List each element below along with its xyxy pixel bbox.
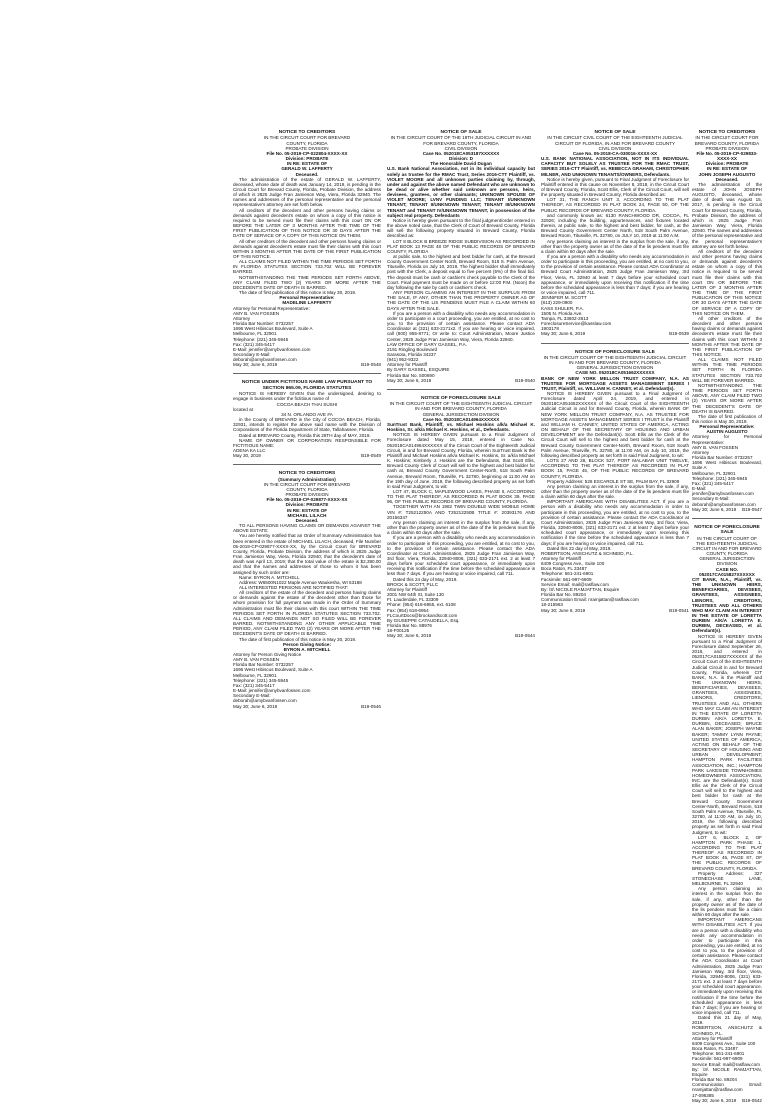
body-paragraph: ANY PERSON CLAIMING AN INTEREST IN THE SURPLUS FROM THE SALE, IF ANY, OTHER THAN THE PROPERTY OWNER AS OF THE DATE OF THE LIS PENDENS MUST FILE A CLAIM WITHIN 60 DAYS AFTER THE SALE. [387, 290, 535, 311]
body-paragraph: in the County of BREVARD in the City of COCOA BEACH, Florida, 32931, intends to register the above said name with the Division of Corporations of the Florida Department of State, Tallahassee, Florida. [233, 417, 381, 433]
court-line: GENERAL JURISDICTION DIVISION [576, 365, 654, 371]
contact-line: (813) 229-0900 [541, 300, 573, 306]
court-line: PROBATE DIVISION [285, 145, 329, 151]
contact-line: 1696 West Hibiscus Boulevard, Suite A [233, 667, 313, 673]
body-paragraph: NOTICE IS HEREBY GIVEN pursuant to a Final Judgment of Foreclosure dated May 15, 2019, entered in Case No. 052018CA014964XXXXXX of the Circuit Court of the Eighteenth Judicial Circuit, in and for Brevard County, Florida, wherein SunTrust Bank is the Plaintiff and Michael Hoskins a/k/a Michael K. Hoskins, Sr. a/k/a Michael K. Hoskins; Kimberly J. Hoskins are the Defendants, that Scott Ellis, Brevard County Clerk of Court will sell to the highest and best bidder for cash at, Brevard County Government Center-North, 518 South Palm Avenue, Brevard Room, Titusville, FL 32780, beginning at 11:00 AM on the 19th day of June, 2019, the following described property as set forth in said Final Judgment, to wit: [387, 432, 535, 489]
contact-line: By GIUSEPPE CATAUDELLA, Esq. [387, 617, 460, 623]
contact-line: Attorney for Personal Representative: [692, 434, 762, 445]
column-4 [692, 130, 762, 1103]
notice-footer [387, 378, 535, 383]
body-paragraph: Notice is hereby given, pursuant to Final Judgment of Foreclosure for Plaintiff entered in this cause on November 8, 2018, in the Circuit Court of Brevard County, Florida, Scott Ellis, Clerk of the Circuit Court, will sell the property situated in Brevard County, Florida described as: [541, 176, 689, 198]
body-paragraph: NOTWITHSTANDING THE TIME PERIODS SET FORTH ABOVE, ANY CLAIM FILED TWO (2) YEARS OR MORE AFTER THE DECEDENT'S DATE OF DEATH IS BARRED. [233, 274, 381, 290]
contact-line: Phone: (954) 618-6955, ext. 6108 [387, 602, 456, 608]
contact-line: Florida Bar No. 88976 [387, 623, 432, 629]
court-line: IN THE CIRCUIT COURT FOR BREVARD [263, 135, 351, 141]
body-paragraph: If you are a person with a disability who needs any accommodation in order to participate in a court proceeding, you are entitled, at no cost to you, to the provision of certain assistance. Please contact ADA Coordinator at (321) 633-2171x2. If you are hearing or voice impaired, call (800) 955-8771; Or write to: Court Administration, Moore Justice Center, 2825 Judge Fran Jamieson Way, Viera, Florida 32940. [387, 310, 535, 342]
body-paragraph: IMPORTANT AMERICANS WITH DISABILITIES ACT. If you are a person with a disability who needs any accommodation in order to participate in this proceeding, you are entitled, at no cost to you, to the provision of certain assistance. Please contact the ADA Coordinator at Court Administration, 2825 Judge Fran Jamieson Way, 3rd floor, Viera, Florida, 32940-8006, (321) 633-2171 ext. 2 at least 7 days before your scheduled court appearance, or immediately upon receiving this notification if the time before the scheduled appearance is less than 7 days; if you are hearing or voice impaired, call 711. [692, 917, 762, 1015]
estate-line: IN RE: ESTATE OF [286, 507, 328, 513]
contact-line: 6409 Congress Ave., Suite 100 [692, 1040, 756, 1046]
case-number: CASE NO. 052017CA015827XXXXXX [699, 566, 755, 577]
notice-title: NOTICE OF SALE [594, 130, 636, 135]
contact-line: JENNIFER M. SCOTT [541, 295, 587, 301]
publication-dates: May 30; June 6, 2019 [541, 607, 586, 613]
contact-line: Service Email: mail@rasflaw.com [692, 1061, 760, 1067]
notice-of-sale-graham [541, 130, 689, 337]
notice-footer [233, 362, 381, 367]
contact-line: Telephone: (321) 345-5945 [233, 336, 289, 342]
contact-line: Florida Bar Number: 0732257 [233, 662, 294, 668]
notice-code: B19-0541 [669, 607, 689, 613]
rep-heading: Personal Representative: [699, 424, 755, 430]
notice-title: NOTICE UNDER FICTITIOUS NAME LAW PURSUANT TO SECTION 865.09, FLORIDA STATUTES [241, 380, 373, 391]
body-paragraph: All creditors of the decedent and other persons having claims or demands against decedent's estate on whom a copy of this notice is required to be served must file their claims with this court ON OR BEFORE THE LATER OF 3 MONTHS AFTER THE TIME OF THE FIRST PUBLICATION OF THIS NOTICE OR 30 DAYS AFTER THE DATE OF SERVICE OF A COPY OF THIS NOTICE ON THEM. [692, 248, 762, 316]
contact-line: ROBERTSON, ANSCHUTZ & SCHNEID, P.L. [541, 550, 634, 556]
notice-code: B19-0546 [361, 703, 381, 709]
body-paragraph: at public sale, to the highest and best bidder for cash, at the Brevard County Government Center North, Brevard Room, 518 S. Palm Avenue, Titusville, Florida on July 10, 2019. The highest bidder shall immediately post with the Clerk, a deposit equal to five percent (5%) of the final bid. The deposit must be cash or cashier's check payable to the Clerk of the Court. Final payment must be made on or before 12:00 P.M. (Noon) the day following the sale by cash or cashier's check. [387, 254, 535, 290]
contact-line: 2191 Ringling Boulevard [387, 346, 438, 352]
estate-line: IN RE: ESTATE OF [706, 166, 748, 172]
body-paragraph: Property Address: 327 STONECHASE LANE, MELBOURNE, FL 32940 [692, 870, 762, 887]
notice-footer [541, 331, 689, 336]
contact-line: Melbourne, FL 32901 [692, 470, 736, 476]
notice-footer [541, 608, 689, 613]
contact-line: FLCourtDocs@brockandscott.com [387, 612, 458, 618]
contact-line: Telephone: (321) 345-5945 [692, 475, 748, 481]
court-line: IN THE CIRCUIT COURT FOR BREVARD [263, 481, 351, 487]
body-paragraph: ALL INTERESTED PERSONS ARE NOTIFIED THAT: [239, 584, 348, 590]
body-paragraph: LOT 6, BLOCK 2, OF HAMPTON PARK PHASE 1, ACCORDING TO THE PLAT THEREOF AS RECORDED IN PLAT BOOK 45, PAGE 87, OF THE PUBLIC RECORDS OF BREVARD COUNTY, FLORIDA. [692, 834, 762, 871]
body-paragraph: Any person claiming an interest in the surplus from the sale, if any, other than the property owner as of the date of the lis pendens must file a claim within 60 days after the sale. [387, 519, 535, 536]
division: Division: PROBATE [285, 156, 329, 162]
contact-line: 18-215963 [541, 602, 563, 608]
notice-title: NOTICE OF FORECLOSURE SALE [421, 395, 501, 401]
publication-dates: May 30; June 6, 2019 [387, 633, 432, 639]
body-paragraph: Dated this 22 day of May, 2019. [547, 545, 612, 551]
notice-title: NOTICE TO CREDITORS [278, 471, 336, 477]
court-line: PROBATE DIVISION [285, 492, 329, 498]
contact-line: ForeclosureService@kasslaw.com [541, 321, 612, 327]
rep-name: MADELINE LAFFERTY [282, 300, 332, 306]
body-paragraph: The administration of the estate of JOHN JOSEPH AUGUSTO, deceased, whose date of death was August 15, 2017, is pending in the Circuit Court for Brevard County, Florida, Probate Division, the address of which is 2825 Judge Fran Jamieson Way, Viera, Florida 32940. The names and addresses of the personal representative and the personal representative's attorney are set forth below. [692, 181, 762, 249]
contact-line: E-Mail: jennifer@amybvanfossen.com [692, 486, 754, 497]
contact-line: Facsimile: 561-997-6909 [692, 1056, 743, 1062]
notice-title: NOTICE TO CREDITORS [698, 130, 756, 135]
body-paragraph: The administration of the estate of GERALD W. LAFFERTY, deceased, whose date of death was January 14, 2019, is pending in the Circuit Court for Brevard County, Florida, Probate Division, the address of which is 2825 Judge Fran Jamieson Way, Viera, Florida 32940. The names and addresses of the personal representative and the personal representative's attorney are set forth below. [233, 176, 381, 208]
contact-line: By: \S\ NICOLE RAMJATTAN, Esquire [692, 1066, 762, 1077]
contact-line: Secondary E-Mail: [233, 693, 271, 699]
body-paragraph: All other creditors of the decedent and other persons having claims or demands against decedent's estate must file their claims with this court WITHIN 3 MONTHS AFTER THE DATE OF THE FIRST PUBLICATION OF THIS NOTICE. [233, 238, 381, 259]
body-paragraph: All other creditors of the decedent and other persons having claims or demands against decedent's estate must file their claims with this court WITHIN 3 MONTHS AFTER THE DATE OF THE FIRST PUBLICATION OF THIS NOTICE. [692, 315, 762, 357]
body-paragraph: Any persons claiming an interest in the surplus from the sale, if any, other than the property owner as of the date of the lis pendens must file a claim within 60 days after the sale. [541, 238, 689, 254]
notice-footer [692, 1098, 762, 1103]
contact-line: Fax: (321) 345-5417 [233, 341, 275, 347]
notice-footer [233, 453, 381, 458]
court-line: IN THE CIRCUIT COURT OF THE 18TH JUDICIAL CIRCUIT IN AND FOR BREVARD COUNTY, FLORIDA [390, 135, 532, 146]
estate-name: GERALD W. LAFFERTY [281, 166, 333, 172]
contact-line: Attorney for Plaintiff [692, 1035, 733, 1041]
contact-line: E-Mail: jennifer@amybvanfossen.com [233, 346, 311, 352]
body-paragraph: Any person claiming an interest in the surplus from the sale, if any, other than the property owner as of the date of the lis pendens must file a claim within 60 days after the sale. [541, 483, 689, 500]
body-paragraph: NAME OF OWNER OR CORPORATION RESPONSIBLE FOR FICTITIOUS NAME: [233, 437, 381, 448]
contact-line: Melbourne, FL 32901 [233, 672, 277, 678]
notice-foreclosure-canney [541, 350, 689, 613]
estate-line: Deceased. [295, 171, 319, 177]
notice-of-sale-moore [387, 130, 535, 383]
estate-line: IN RE: ESTATE OF [286, 161, 328, 167]
contact-line: Sarasota, Florida 34237 [387, 351, 437, 357]
contact-line: Attorney for Personal Representative: [233, 305, 310, 311]
contact-line: Telephone: 561-241-6901 [692, 1051, 745, 1057]
court-line: GENERAL JURISDICTION DIVISION [699, 556, 755, 567]
contact-line: Secondary E-Mail: [233, 351, 271, 357]
rep-heading: Personal Representative: [279, 295, 335, 301]
notice-to-creditors-lilach [233, 471, 381, 708]
contact-line: By GARY GASSEL, ESQUIRE [387, 367, 450, 373]
division: Division: D [449, 156, 473, 162]
notice-title: NOTICE TO CREDITORS [278, 130, 336, 135]
contact-line: 2001 NW 64th St, Suite 130 [387, 592, 444, 598]
contact-line: BROCK & SCOTT, PLLC [387, 581, 439, 587]
court-line: PROBATE DIVISION [705, 145, 749, 151]
contact-line: Service Email: mail@rasflaw.com [541, 581, 609, 587]
body-paragraph: Notice is hereby given pursuant to the final judgment/order entered in the above noted case, that the Clerk of Court of Brevard County, Florida will sell the following property situated in Brevard County, Florida described as: [387, 217, 535, 239]
court-line: IN THE CIRCUIT COURT OF THE EIGHTEENTH JUDICIAL CIRCUIT IN AND FOR BREVARD COUNTY, FLORIDA [389, 401, 533, 412]
estate-name: MICHAEL LILACH [287, 512, 327, 518]
case-number: Case No. 052018CA053187XXXXXX [422, 150, 500, 156]
publication-dates: May 30; June 6, 2019 [387, 377, 432, 383]
notice-foreclosure-hoskins [387, 396, 535, 639]
contact-line: Florida Bar No. 500690 [387, 372, 435, 378]
body-paragraph: and commonly known as: 6130 RANCHWOOD DR, COCOA, FL 32926; including the building, appurtenances, and fixtures located therein, at public sale, to the highest and best bidder, for cash, at the Brevard County Government Center North, 518 South Palm Avenue, Brevard Room, Titusville, FL 32780, on JULY 10, 2019 at 11:00 A.M. [541, 212, 689, 239]
column-1 [233, 130, 381, 1020]
notice-title: NOTICE OF FORECLOSURE SALE [575, 349, 655, 355]
body-paragraph: NOTICE IS HEREBY GIVEN that the undersigned, desiring to engage in business under the fictitious name of [233, 391, 381, 402]
body-paragraph: You are hereby notified that an Order of Summary Administration has been entered in the estate of MICHAEL LILACH, deceased, File Number 05-2019-CP-029877-XXXX-XX, by the Circuit Court for BREVARD County, Florida, Probate Division, the address of which is 2825 Judge Fran Jamieson Way, Viera, Florida 32940; that the decedent's date of death was April 13, 2019; that the total value of the estate is $2,390.00 and that the names and addresses of those to whom it has been assigned by such order are: [233, 533, 381, 575]
contact-line: deborah@amybvanfossen.com [692, 501, 756, 507]
contact-line: Florida Bar Number: 0732257 [233, 321, 294, 327]
contact-line: LAW OFFICE OF GARY GASSEL, P.A. [387, 341, 467, 347]
body-paragraph: The date of first publication of this notice is May 30, 2019. [239, 636, 357, 642]
contact-line: AMY B. VAN FOSSEN [233, 310, 280, 316]
contact-line: Tampa, FL 33602-2613 [541, 315, 589, 321]
parties: CIT BANK, N.A., Plaintiff, vs. THE UNKNOWN HEIRS, BENEFICIARIES, DEVISEES, GRANTEES, ASSIGNEES, LIENORS, CREDITORS, TRUSTEES AND ALL OTHERS WHO MAY CLAIM AN INTEREST IN THE ESTATE OF LORETTA DURBIN A/K/A LORETTA E. DURBIN, DECEASED, et al. Defendant(s). [692, 576, 762, 634]
notice-code: B19-0542 [742, 1097, 762, 1103]
business-name: COCOA BEACH THAI SUSHI [276, 401, 338, 407]
notice-to-creditors-augusto [692, 130, 762, 512]
owner-name: ADENA KA LLC [233, 447, 266, 453]
file-number: File No. 05-2019-CP-022804-XXXX-XX [266, 150, 348, 156]
contact-line: 18-F00125 [387, 628, 410, 634]
contact-line: deborah@amybvanfossen.com [233, 698, 297, 704]
estate-name: JOHN JOSEPH AUGUSTO [698, 171, 756, 177]
body-paragraph: Dated this 24 day of May, 2019. [393, 576, 458, 582]
body-paragraph: ALL CLAIMS NOT FILED WITHIN THE TIME PERIODS SET FORTH IN FLORIDA STATUTES SECTION 733.702 WILL BE FOREVER BARRED. [233, 259, 381, 275]
contact-line: 1696 West Hibiscus Boulevard, Suite A [692, 460, 762, 471]
case-number: Case No. 052018CA014964XXXXXX [422, 416, 500, 422]
notice-fictitious-name [233, 380, 381, 458]
notice-subtitle: (Summary Administration) [278, 476, 336, 482]
body-paragraph: ALL CLAIMS NOT FILED WITHIN THE TIME PERIODS SET FORTH IN FLORIDA STATUTES SECTION 733.702 WILL BE FOREVER BARRED. [692, 357, 762, 383]
contact-line: Communication Email: nramjattan@rasflaw.com [692, 1082, 762, 1093]
body-paragraph: If you are a person with a disability who needs any accommodation in order to participate in this proceeding, you are entitled, at no cost to you, to the provision of certain assistance. Please contact the ADA Coordinator at Court Administration, 2825 Judge Fran Jamieson Way, 3rd floor, Viera, Florida, 32940-8006, (321) 633-2171 ext. 2 at least 7 days before your scheduled court appearance, or immediately upon receiving this notification if the time before the scheduled appearance is less than 7 days. If you are hearing or voice impaired, call 711. [387, 535, 535, 577]
divider [387, 389, 535, 390]
body-line: located at [233, 406, 253, 412]
contact-line: E-Mail: jennifer@amybvanfossen.com [233, 688, 311, 694]
case-number: CASE NO. 052018CA051662XXXXXX [575, 370, 655, 376]
publication-dates: May 30, 2019 [233, 453, 261, 459]
contact-line: Fax: (321) 345-5417 [692, 480, 734, 486]
body-paragraph: LOTS 27 AND 28, BLOCK 527, PORT MALABAR UNIT TWELVE, ACCORDING TO THE PLAT THEREOF AS RECORDED IN PLAT BOOK 15, PAGE 45, OF THE PUBLIC RECORDS OF BREVARD COUNTY, FLORIDA. [541, 458, 689, 479]
body-paragraph: LOT 31, THE RANCH UNIT 3, ACCORDING TO THE PLAT THEREOF, AS RECORDED IN PLAT BOOK 24, PAGE 50, OF THE PUBLIC RECORDS OF BREVARD COUNTY, FLORIDA. [541, 197, 689, 213]
contact-line: Attorney for Plaintiff [541, 556, 582, 561]
notice-code: B19-0540 [515, 377, 535, 383]
body-paragraph: If you are a person with a disability who needs any accommodation in order to participate in this proceeding, you are entitled, at no cost to you, to the provision of certain assistance. Please contact ADA Coordinator at Brevard Court Administration, 2825 Judge Fran Jamieson Way, 3rd Floor, Viera, FL 32940 at least 7 days before your scheduled court appearance, or immediately upon receiving this notification if the time before the scheduled appearance is less than 7 days; if you are hearing or voice impaired, call 711. [541, 254, 689, 296]
court-line: IN THE CIRCUIT COURT OF THE EIGHTEENTH JUDICIAL CIRCUIT IN AND FOR BREVARD COUNTY, FLORIDA [543, 354, 687, 366]
judge: The Honorable David Dugan [430, 161, 492, 167]
court-line: IN THE CIRCUIT COURT OF THE EIGHTEENTH JUDICIAL CIRCUIT IN AND FOR BREVARD COUNTY, FLORIDA [692, 535, 762, 557]
estate-line: Deceased. [295, 517, 319, 523]
notice-title: NOTICE OF SALE [440, 130, 482, 135]
division: Division: PROBATE [285, 502, 329, 508]
publication-dates: May 30; June 6, 2019 [541, 331, 586, 337]
parties: BANK OF NEW YORK MELLON TRUST COMPANY, N.A. AS TRUSTEE FOR MORTGAGE ASSETS MANAGEMENT SERIES I TRUST, Plaintiff, vs. WILLIAM H. CANNEY, et al. Defendant(s). [541, 375, 689, 391]
file-number: File No. 05-2019-CP-029833-XXXX-XX [696, 150, 758, 162]
column-2 [387, 130, 535, 1020]
body-paragraph: IMPORTANT AMERICANS WITH DISABILITIES ACT. If you are a person with a disability who needs any accommodation in order to participate in this proceeding, you are entitled, at no cost to you, to the provision of certain assistance. Please contact the ADA Coordinator at Court Administration, 2825 Judge Fran Jamieson Way, 3rd floor, Viera, Florida, 32940-8006, (321) 633-2171 ext. 2 at least 7 days before your scheduled court appearance, or immediately upon receiving this notification if the time before the scheduled appearance is less than 7 days; if you are hearing or voice impaired, call 711. [541, 499, 689, 546]
case-number: Case No. 05-2018-CA-030016-XXXX-XX [572, 150, 658, 156]
notice-code: B19-0549 [361, 453, 381, 459]
notice-footer [387, 633, 535, 638]
body-paragraph: Any person claiming an interest in the surplus from the sale, if any, other than the property owner as of the date of the lis pendens must file a claim within 60 days after the sale. [692, 886, 762, 918]
file-number: File No. 05-2019-CP-029877-XXXX-XX [266, 497, 348, 503]
contact-line: Boca Raton, FL 33487 [692, 1046, 738, 1052]
notice-code: B19-0547 [742, 506, 762, 512]
rep-name: AUSTIN AUGUSTO [706, 429, 748, 435]
court-line: CIVIL DIVISION [444, 145, 478, 151]
body-paragraph: All creditors of the estate of the decedent and persons having claims or demands against the estate of the decedent other than those for whom provision for full payment was made in the Order of Summary Administration must file their claims with this court WITHIN THE TIME PERIODS SET FORTH IN FLORIDA STATUTES SECTION 733.702. ALL CLAIMS AND DEMANDS NOT SO FILED WILL BE FOREVER BARRED. NOTWITHSTANDING ANY OTHER APPLICABLE TIME PERIOD, ANY CLAIM FILED TWO (2) YEARS OR MORE AFTER THE DECEDENT'S DATE OF DEATH IS BARRED. [233, 590, 381, 637]
contact-line: Attorney [692, 449, 710, 455]
notice-code: B19-0539 [669, 331, 689, 337]
contact-line: 6409 Congress Ave., Suite 100 [541, 561, 605, 567]
contact-line: By: \S\ NICOLE RAMJATTAN, Esquire [541, 586, 620, 592]
contact-line: Fax: (954) 618-6954 [387, 607, 429, 613]
publication-dates: May 30; June 6, 2019 [233, 703, 278, 709]
contact-line: Attorney for Person Giving Notice [233, 652, 302, 657]
rep-name: BYRON A. MITCHELL [283, 646, 331, 652]
body-paragraph: Name: BYRON A. MITCHELL [239, 574, 300, 580]
divider [692, 518, 762, 519]
court-line: COUNTY, FLORIDA [286, 487, 328, 492]
court-line: IN THE CIRCUIT COURT FOR BREVARD COUNTY, FLORIDA [694, 135, 760, 146]
divider [541, 343, 689, 344]
body-paragraph: NOTWITHSTANDING THE TIME PERIODS SET FORTH ABOVE, ANY CLAIM FILED TWO (2) YEARS OR MORE AFTER THE DECEDENT'S DATE OF DEATH IS BARRED. [692, 382, 762, 414]
contact-line: Ft. Lauderdale, FL 33309 [387, 597, 439, 603]
notice-footer [692, 507, 762, 512]
contact-line: Florida Bar Number: 0732257 [692, 455, 753, 461]
rep-heading: Person Giving Notice: [283, 641, 331, 647]
contact-line: AMY B. VAN FOSSEN [692, 444, 739, 450]
notice-title: NOTICE OF FORECLOSURE SALE [694, 524, 760, 536]
notice-code: B19-0548 [361, 362, 381, 368]
parties: SunTrust Bank, Plaintiff, vs. Michael Hoskins a/k/a Michael K. Hoskins, Sr. a/k/a Michael K. Hoskins, et al., Defendants. [387, 421, 535, 433]
contact-line: Telephone: (321) 345-5945 [233, 677, 289, 683]
contact-line: 17-096385 [692, 1092, 714, 1098]
divider [233, 464, 381, 465]
body-paragraph: TOGETHER WITH AN 1982 TWIN DOUBLE WIDE MOBILE HOME VIN #: T25212250A AND T25212250B TITLE #: 20393176 AND 20156347 [387, 504, 535, 520]
divider [233, 373, 381, 374]
parties: U.S. BANK NATIONAL ASSOCIATION, NOT IN ITS INDIVIDUAL CAPACITY BUT SOLELY AS TRUSTEE FOR THE RMAC TRUST, SERIES 2016-CTT Plaintiff, vs. REBECCA GRAHAM, CHRISTOPHER MILNER, AND UNKNOWN TENANTS/OWNERS, Defendants. [541, 156, 689, 177]
contact-line: Florida Bar No. 89204 [541, 592, 586, 598]
court-line: CIVIL DIVISION [598, 145, 632, 151]
body-paragraph: Property Address: 526 ESCAROLE ST SE, PALM BAY, FL 32909 [547, 478, 680, 484]
contact-line: Attorney [233, 315, 251, 321]
body-paragraph: NOTICE IS HEREBY GIVEN pursuant to a Final Judgment of Foreclosure dated September 26, 2018, and entered in 052017CA015827XXXXXX of the Circuit Court of the EIGHTEENTH Judicial Circuit in and for Brevard County, Florida, wherein CIT BANK, N.A. is the Plaintiff and THE UNKNOWN HEIRS, BENEFICIARIES, DEVISEES, GRANTEES, ASSIGNEES, LIENORS, CREDITORS, TRUSTEES AND ALL OTHERS WHO MAY CLAIM AN INTEREST IN THE ESTATE OF LORETTA DURBIN A/K/A LORETTA E. DURBIN, DECEASED; BRUCE ALAN BAKER; JOSEPH WAYNE BAKER; TAMMY LYNN PAYNE; UNITED STATES OF AMERICA, ACTING ON BEHALF OF THE SECRETARY OF HOUSING AND URBAN DEVELOPMENT; HAMPTON PARK FACILITIES ASSOCIATION, INC.; HAMPTON PARK LAKESIDE TOWNHOMES HOMEOWNERS ASSOCIATION, INC. are the Defendant(s). Scott Ellis as the Clerk of the Circuit Court will sell to the highest and best bidder for cash at the Brevard County Government Center-North, Brevard Room, 518 South Palm Avenue, Titusville, FL 32780, at 11:00 AM, on July 10, 2019, the following described property as set forth in said Final Judgment, to wit: [692, 633, 762, 835]
court-line: IN THE CIRCUIT CIVIL COURT OF THE EIGHTEENTH JUDICIAL CIRCUIT OF FLORIDA, IN AND FOR BREVARD COUNTY [547, 135, 683, 146]
body-paragraph: LOT 8 BLOCK B BREEZE RIDGE SUBDIVISION AS RECORDED IN PLAT BOOK 13 PAGE 48 OF THE PUBLIC RECORDS OF BREVARD COUNTY, FLORIDA [387, 238, 535, 254]
division: Division: PROBATE [705, 161, 749, 167]
contact-line: 1903178 [541, 326, 559, 332]
contact-line: Attorney for Plaintiff [387, 586, 428, 592]
body-paragraph: Dated at BREVARD County, Florida this 28TH day of MAY, 2019. [239, 432, 371, 438]
notice-footer [233, 704, 381, 709]
body-paragraph: The date of first publication of this notice is May 30, 2019. [692, 413, 762, 424]
court-line: COUNTY, FLORIDA [286, 140, 328, 146]
body-paragraph: LOT 47, BLOCK C, MAPLEWOOD LAKES, PHASE II, ACCORDING TO THE PLAT THEREOF, AS RECORDED IN PLAT BOOK 39, PAGE 96, OF THE PUBLIC RECORDS OF BREVARD COUNTY, FLORIDA. [387, 488, 535, 505]
notice-foreclosure-durbin [692, 525, 762, 1103]
contact-line: deborah@amybvanfossen.com [233, 357, 297, 363]
business-address: 34 N. ORLANDO AVE #A [281, 411, 333, 417]
body-paragraph: Address: W6500N1022 Maple Avenue Waukesha, WI 53188 [239, 579, 362, 585]
contact-line: Boca Raton, FL 33487 [541, 566, 587, 572]
body-paragraph: TO ALL PERSONS HAVING CLAIMS OR DEMANDS AGAINST THE ABOVE ESTATE: [233, 523, 381, 534]
contact-line: Facsimile: 561-997-6909 [541, 576, 592, 582]
contact-line: Telephone: 561-241-6901 [541, 571, 594, 577]
contact-line: Fax: (321) 345-5417 [233, 682, 275, 688]
contact-line: 1696 West Hibiscus Boulevard, Suite A [233, 326, 313, 332]
contact-line: Communication Email: nramjattan@rasflaw.com [541, 597, 639, 603]
parties: U.S. Bank National Association, not in its individual capacity but solely as trustee for the RMAC Trust, Series 2016-CTT Plaintiff, vs. VIOLET MOORE and all unknown parties claiming by, through, under and against the above named Defendant who are unknown to be dead or alive whether said unknown are persons, heirs, devisees, grantees, or other claimants; UNKNOWN SPOUSE OF VIOLET MOORE; LVNV FUNDING LLC; TENANT I/UNKNOWN TENANT; TENANT II/UNKNOWN TENANT; TENANT III/UNKNOWN TENANT and TENANT IV/UNKNOWN TENANT, in possession of the subject real property. Defendants [387, 166, 535, 218]
contact-line: Melbourne, FL 32901 [233, 331, 277, 337]
notice-code: B19-0544 [515, 633, 535, 639]
court-line: GENERAL JURISDICTION DIVISION [422, 411, 500, 417]
notice-to-creditors-lafferty [233, 130, 381, 367]
contact-line: 1505 N. Florida Ave. [541, 310, 583, 316]
body-paragraph: The date of first publication of this notice is May 30, 2019. [239, 290, 357, 296]
body-paragraph: Dated this 21 day of May, 2019. [692, 1015, 762, 1026]
contact-line: KASS SHULER, P.A. [541, 305, 584, 311]
estate-line: Deceased. [715, 176, 739, 182]
column-3 [541, 130, 689, 1020]
contact-line: Florida Bar No. 89204 [692, 1077, 737, 1083]
publication-dates: May 30; June 6, 2019 [233, 362, 278, 368]
contact-line: AMY B. VAN FOSSEN [233, 657, 280, 663]
publication-dates: May 30; June 6, 2019 [692, 506, 737, 512]
body-paragraph: All creditors of the decedent and other persons having claims or demands against decedent's estate on whom a copy of this notice is required to be served must file their claims with this court ON OR BEFORE THE LATER OF 3 MONTHS AFTER THE TIME OF THE FIRST PUBLICATION OF THIS NOTICE OR 30 DAYS AFTER THE DATE OF SERVICE OF A COPY OF THIS NOTICE ON THEM. [233, 207, 381, 239]
publication-dates: May 30; June 6, 2019 [692, 1097, 737, 1103]
contact-line: ROBERTSON, ANSCHUTZ & SCHNEID, P.L. [692, 1025, 762, 1036]
body-paragraph: NOTICE IS HEREBY GIVEN pursuant to a Final Judgment of Foreclosure dated April 24, 2019, and entered in 052018CA051662XXXXXX of the Circuit Court of the EIGHTEENTH Judicial Circuit in and for Brevard County, Florida, wherein BANK OF NEW YORK MELLON TRUST COMPANY, N.A. AS TRUSTEE FOR MORTGAGE ASSETS MANAGEMENT SERIES I TRUST is the Plaintiff and WILLIAM H. CANNEY; UNITED STATES OF AMERICA, ACTING ON BEHALF OF THE SECRETARY OF HOUSING AND URBAN DEVELOPMENT are the Defendant(s). Scott Ellis as the Clerk of the Circuit Court will sell to the highest and best bidder for cash at the Brevard County Government Center-North, Brevard Room, 518 South Palm Avenue, Titusville, FL 32780, at 11:00 AM, on July 10, 2019, the following described property as set forth in said Final Judgment, to wit: [541, 391, 689, 458]
contact-line: Secondary E-Mail: [692, 496, 730, 502]
contact-line: Attorney for Plaintiff [387, 362, 428, 368]
contact-line: (941) 952-9322 [387, 357, 419, 363]
